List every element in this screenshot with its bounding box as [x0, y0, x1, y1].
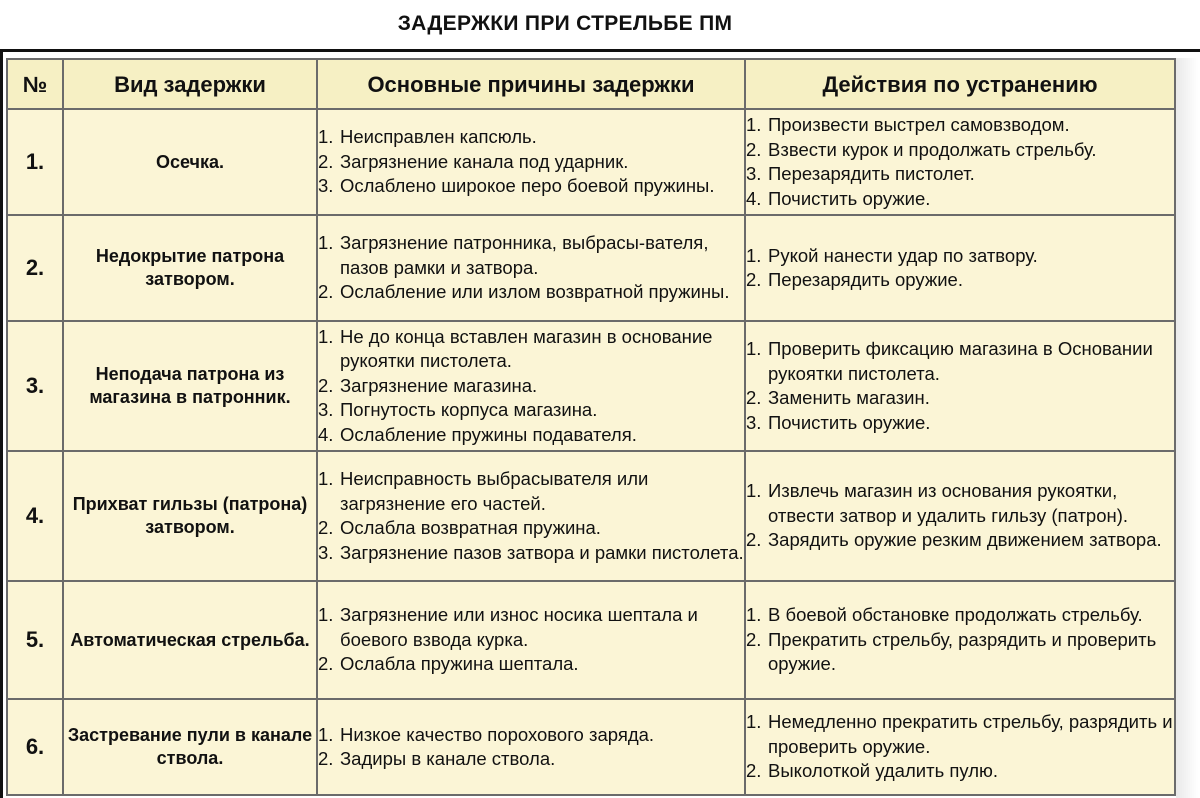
item-text: Ослаблено широкое перо боевой пружины.: [340, 175, 715, 197]
item-text: Взвести курок и продолжать стрельбу.: [768, 138, 1097, 160]
row-number: 6.: [7, 699, 63, 795]
item-text: Немедленно прекратить стрельбу, разрядить и проверить оружие.: [768, 711, 1173, 757]
item-number: 2.: [746, 529, 762, 551]
cause-item: [318, 516, 744, 541]
item-text: Загрязнение пазов затвора и рамки пистолета.: [340, 541, 744, 563]
item-text: Загрязнение патронника, выбрасы-вателя, пазов рамки и затвора.: [340, 232, 709, 278]
item-number: 1.: [746, 114, 762, 135]
item-number: 2.: [318, 281, 334, 303]
action-item: [746, 162, 1174, 187]
causes-cell: [317, 215, 745, 321]
item-text: Ослабление пружины подавателя.: [340, 423, 637, 445]
table-row: [7, 321, 1175, 451]
item-number: 1.: [318, 325, 334, 347]
table-row: [7, 581, 1175, 699]
actions-cell: [745, 451, 1175, 581]
action-item: [746, 603, 1174, 628]
item-number: 1.: [746, 604, 762, 626]
table-row: [7, 109, 1175, 215]
row-number: 4.: [7, 451, 63, 581]
cause-item: [318, 398, 744, 423]
header-actions: Действия по устранению: [745, 59, 1175, 109]
action-item: [746, 244, 1174, 269]
causes-list: [318, 325, 744, 448]
item-text: Заменить магазин.: [768, 387, 930, 408]
cause-item: [318, 280, 744, 305]
action-item: [746, 113, 1174, 138]
item-text: Почистить оружие.: [768, 411, 931, 433]
item-number: 2.: [318, 517, 334, 538]
cause-item: [318, 325, 744, 374]
causes-cell: [317, 581, 745, 699]
actions-cell: [745, 109, 1175, 215]
item-text: Прекратить стрельбу, разрядить и проверить оружие.: [768, 628, 1157, 675]
action-item: [746, 268, 1174, 293]
item-text: Извлечь магазин из основания рукоятки, отвести затвор и удалить гильзу (патрон).: [768, 480, 1129, 526]
actions-cell: [745, 215, 1175, 321]
table-row: [7, 451, 1175, 581]
item-number: 3.: [318, 399, 334, 421]
cause-item: [318, 747, 744, 772]
actions-list: [746, 710, 1174, 784]
cause-item: [318, 652, 744, 677]
item-text: Погнутость корпуса магазина.: [340, 399, 598, 421]
causes-list: [318, 603, 744, 677]
cause-item: [318, 723, 744, 748]
item-number: 1.: [318, 232, 334, 254]
item-text: Проверить фиксацию магазина в Основании рукоятки пистолета.: [768, 338, 1153, 384]
action-item: [746, 479, 1174, 528]
item-text: Загрязнение или износ носика шептала и боевого взвода курка.: [340, 604, 698, 650]
item-number: 2.: [318, 374, 334, 396]
action-item: [746, 411, 1174, 436]
causes-cell: [317, 109, 745, 215]
table-row: [7, 699, 1175, 795]
item-text: Произвести выстрел самовзводом.: [768, 114, 1070, 135]
item-text: Рукой нанести удар по затвору.: [768, 244, 1038, 266]
actions-list: [746, 244, 1174, 293]
item-number: 1.: [746, 338, 762, 359]
item-number: 1.: [746, 480, 762, 502]
item-number: 1.: [318, 126, 334, 148]
item-number: 1.: [318, 604, 334, 626]
header-type: Вид задержки: [63, 59, 317, 109]
cause-item: [318, 423, 744, 448]
causes-list: [318, 231, 744, 305]
item-text: Перезарядить пистолет.: [768, 163, 975, 184]
action-item: [746, 187, 1174, 212]
causes-cell: [317, 321, 745, 451]
delay-type: Автоматическая стрельба.: [63, 581, 317, 699]
causes-list: [318, 467, 744, 565]
item-text: Загрязнение магазина.: [340, 374, 538, 396]
actions-list: [746, 479, 1174, 553]
item-number: 2.: [746, 760, 762, 782]
delay-type: Неподача патрона из магазина в патронник.: [63, 321, 317, 451]
action-item: [746, 710, 1174, 759]
cause-item: [318, 231, 744, 280]
item-number: 2.: [746, 269, 762, 290]
item-number: 3.: [318, 175, 334, 197]
cause-item: [318, 150, 744, 175]
item-text: Зарядить оружие резким движением затвора.: [768, 529, 1162, 551]
delay-type: Прихват гильзы (патрона) затвором.: [63, 451, 317, 581]
item-text: Выколоткой удалить пулю.: [768, 760, 999, 782]
actions-cell: [745, 699, 1175, 795]
action-item: [746, 759, 1174, 784]
top-rule: [0, 49, 1200, 52]
action-item: [746, 337, 1174, 386]
item-text: В боевой обстановке продолжать стрельбу.: [768, 604, 1143, 626]
item-number: 2.: [746, 628, 762, 650]
row-number: 3.: [7, 321, 63, 451]
item-number: 2.: [318, 653, 334, 675]
item-number: 4.: [746, 187, 762, 209]
cause-item: [318, 174, 744, 199]
item-number: 2.: [318, 150, 334, 172]
item-number: 2.: [318, 748, 334, 769]
actions-cell: [745, 581, 1175, 699]
item-text: Перезарядить оружие.: [768, 269, 963, 290]
left-edge: [0, 49, 3, 798]
causes-cell: [317, 451, 745, 581]
cause-item: [318, 467, 744, 516]
delay-type: Осечка.: [63, 109, 317, 215]
item-number: 2.: [746, 138, 762, 160]
row-number: 2.: [7, 215, 63, 321]
item-text: Неисправлен капсюль.: [340, 126, 537, 148]
item-text: Ослабление или излом возвратной пружины.: [340, 281, 730, 303]
item-number: 4.: [318, 423, 334, 445]
item-number: 1.: [318, 723, 334, 745]
item-text: Загрязнение канала под ударник.: [340, 150, 629, 172]
table-row: [7, 215, 1175, 321]
item-number: 3.: [746, 411, 762, 433]
cause-item: [318, 374, 744, 399]
item-number: 1.: [746, 244, 762, 266]
cause-item: [318, 541, 744, 566]
item-text: Ослабла пружина шептала.: [340, 653, 579, 675]
delays-table: [6, 58, 1176, 796]
actions-list: [746, 337, 1174, 435]
page-title: ЗАДЕРЖКИ ПРИ СТРЕЛЬБЕ ПМ: [397, 12, 733, 35]
item-number: 3.: [318, 541, 334, 563]
page-edge-shadow: [1176, 58, 1198, 798]
action-item: [746, 138, 1174, 163]
delay-type: Недокрытие патрона затвором.: [63, 215, 317, 321]
header-causes: Основные причины задержки: [317, 59, 745, 109]
row-number: 5.: [7, 581, 63, 699]
item-number: 1.: [318, 468, 334, 489]
item-text: Ослабла возвратная пружина.: [340, 517, 601, 538]
item-number: 2.: [746, 387, 762, 408]
cause-item: [318, 603, 744, 652]
item-text: Не до конца вставлен магазин в основание рукоятки пистолета.: [340, 325, 713, 372]
causes-cell: [317, 699, 745, 795]
causes-list: [318, 723, 744, 772]
action-item: [746, 528, 1174, 553]
row-number: 1.: [7, 109, 63, 215]
item-number: 3.: [746, 163, 762, 184]
item-number: 1.: [746, 711, 762, 733]
causes-list: [318, 125, 744, 199]
delay-type: Застревание пули в канале ствола.: [63, 699, 317, 795]
actions-cell: [745, 321, 1175, 451]
actions-list: [746, 113, 1174, 211]
item-text: Неисправность выбрасывателя или загрязнение его частей.: [340, 468, 649, 514]
item-text: Низкое качество порохового заряда.: [340, 723, 655, 745]
actions-list: [746, 603, 1174, 677]
header-row: [7, 59, 1175, 109]
action-item: [746, 386, 1174, 411]
cause-item: [318, 125, 744, 150]
action-item: [746, 628, 1174, 677]
header-num: №: [7, 59, 63, 109]
item-text: Задиры в канале ствола.: [340, 748, 556, 769]
item-text: Почистить оружие.: [768, 187, 931, 209]
